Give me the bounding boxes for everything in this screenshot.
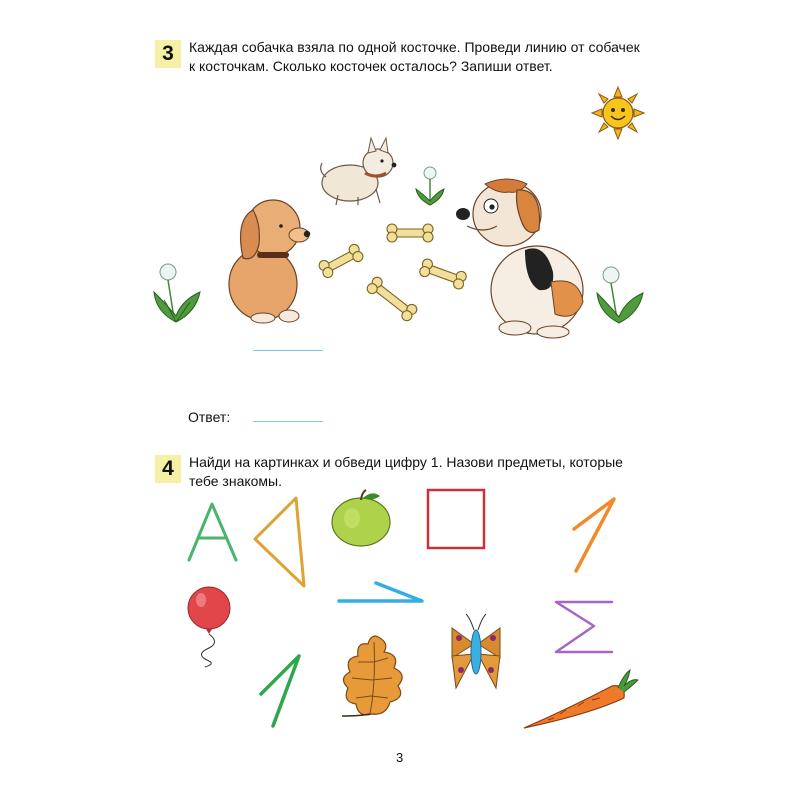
task3-text-line1: Каждая собачка взяла по одной косточке. Проведи линию от собачек <box>189 39 640 55</box>
dandelion-icon <box>595 265 647 325</box>
square-icon <box>426 488 486 550</box>
dog-left-icon <box>215 192 315 324</box>
bone-icon <box>385 222 435 244</box>
task3-text-line2: к косточкам. Сколько косточек осталось? Запиши ответ. <box>189 58 553 74</box>
task4-text-line2: тебе знакомы. <box>189 473 283 489</box>
answer-line-top[interactable] <box>253 350 323 351</box>
triangle-icon <box>252 495 307 590</box>
bone-icon <box>418 258 468 290</box>
page-number: 3 <box>396 750 404 765</box>
digit-one-green-icon <box>257 652 303 730</box>
balloon-icon <box>185 585 235 670</box>
task4-number: 4 <box>155 455 181 483</box>
apple-icon <box>330 488 392 548</box>
letter-m-rotated-icon <box>550 598 616 656</box>
task4-text-line1: Найди на картинках и обведи цифру 1. Назови предметы, которые <box>189 454 623 470</box>
bone-icon <box>362 274 422 324</box>
dandelion-icon <box>152 262 204 324</box>
bone-icon <box>318 246 364 276</box>
sun-icon <box>590 85 646 141</box>
answer-line[interactable] <box>253 421 323 422</box>
task3-number: 3 <box>155 40 181 68</box>
letter-a-icon <box>185 500 240 562</box>
digit-one-orange-icon <box>570 495 618 575</box>
answer-label: Ответ: <box>188 409 231 425</box>
carrot-icon <box>520 668 640 732</box>
dandelion-icon <box>412 165 448 207</box>
dog-small-icon <box>318 133 403 208</box>
digit-one-blue-rotated-icon <box>336 580 426 606</box>
butterfly-icon <box>448 610 504 690</box>
oak-leaf-icon <box>338 632 412 724</box>
dog-right-icon <box>455 172 590 342</box>
